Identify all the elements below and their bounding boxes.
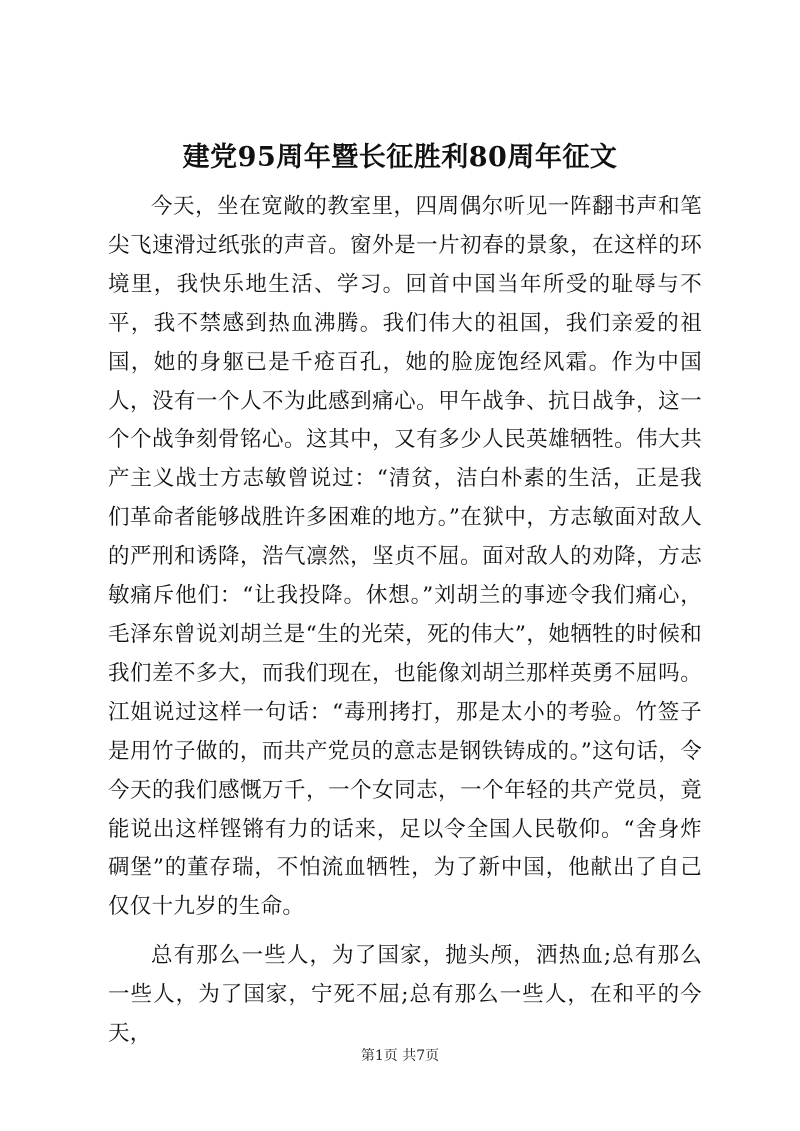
page-number-footer: 第1页 共7页 [360, 1048, 440, 1064]
paragraph-2: 总有那么一些人，为了国家，抛头颅，洒热血;总有那么一些人，为了国家，宁死不屈;总有那么一些人，在和平的今天， [108, 943, 702, 1047]
document-title: 建党95周年暨长征胜利80周年征文 [182, 142, 618, 173]
document-body [108, 188, 702, 1054]
paragraph-1: 今天，坐在宽敞的教室里，四周偶尔听见一阵翻书声和笔尖飞速滑过纸张的声音。窗外是一片初春的景象，在这样的环境里，我快乐地生活、学习。回首中国当年所受的耻辱与不平，我不禁感到热血沸腾。我们伟大的祖国，我们亲爱的祖国，她的身躯已是千疮百孔，她的脸庞饱经风霜。作为中国人，没有一个人不为此感到痛心。甲午战争、抗日战争，这一个个战争刻骨铭心。这其中，又有多少人民英雄牺牲。伟大共产主义战士方志敏曾说过：“清贫，洁白朴素的生活，正是我们革命者能够战胜许多困难的地方。”在狱中，方志敏面对敌人的严刑和诱降，浩气凛然，坚贞不屈。面对敌人的劝降，方志敏痛斥他们：“让我投降。休想。”刘胡兰的事迹令我们痛心，毛泽东曾说刘胡兰是“生的光荣，死的伟大”，她牺牲的时候和我们差不多大，而我们现在，也能像刘胡兰那样英勇不屈吗。江姐说过这样一句话：“毒刑拷打，那是太小的考验。竹签子是用竹子做的，而共产党员的意志是钢铁铸成的。”这句话，令今天的我们感慨万千，一个女同志，一个年轻的共产党员，竟能说出这样铿锵有力的话来，足以令全国人民敬仰。“舍身炸碉堡”的董存瑞，不怕流血牺牲，为了新中国，他献出了自己仅仅十九岁的生命。 [108, 194, 702, 920]
